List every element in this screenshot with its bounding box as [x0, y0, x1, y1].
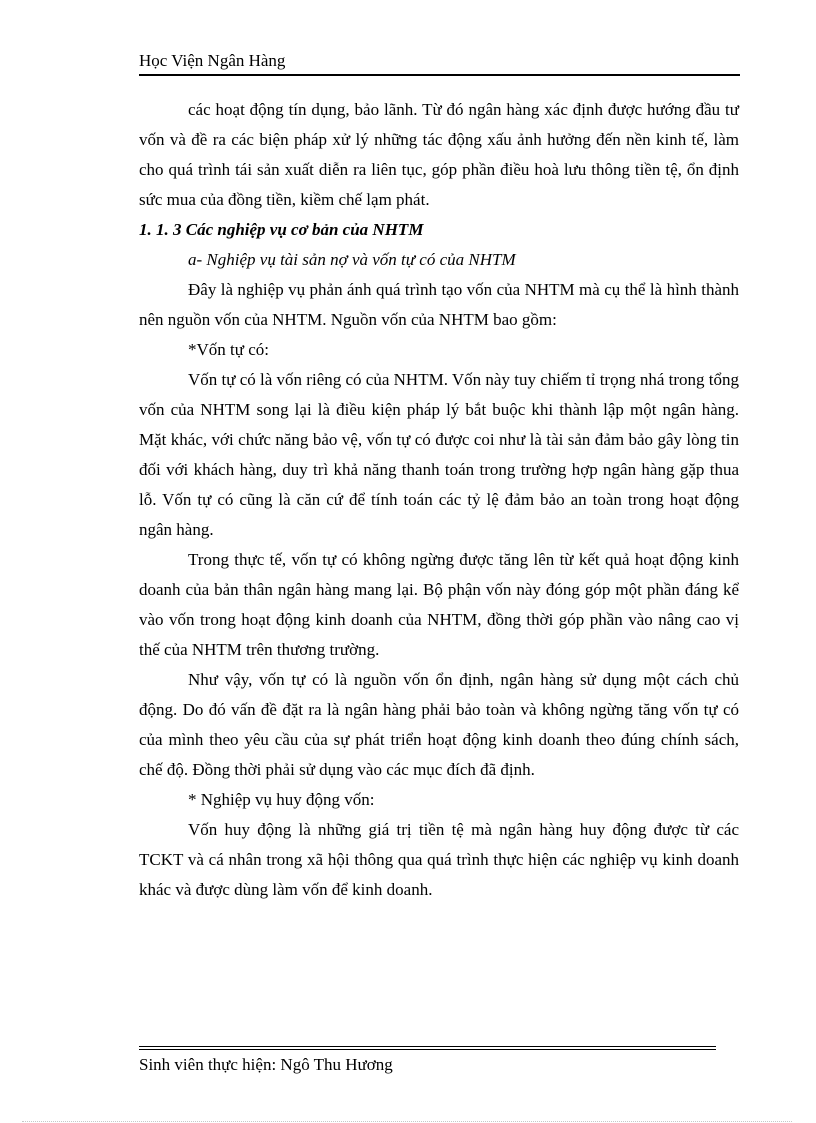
section-heading: 1. 1. 3 Các nghiệp vụ cơ bản của NHTM — [139, 220, 424, 239]
paragraph-own-capital: Vốn tự có là vốn riêng có của NHTM. Vốn này tuy chiếm tỉ trọng nhá trong tổng vốn của NHTM song lại là điều kiện pháp lý bắt buộc khi thành lập một ngân hàng. Mặt khác, với chức năng bảo vệ, vốn tự có được coi như là tài sản đảm bảo gây lòng tin đối với khách hàng, duy trì khả năng thanh toán trong trường hợp ngân hàng gặp thua lỗ. Vốn tự có cũng là căn cứ để tính toán các tỷ lệ đảm bảo an toàn trong hoạt động ngân hàng. — [139, 370, 739, 539]
paragraph-credit-activities: các hoạt động tín dụng, bảo lãnh. Từ đó ngân hàng xác định được hướng đầu tư vốn và đề ra các biện pháp xử lý những tác động xấu ảnh hưởng đến nền kinh tế, làm cho quá trình tái sản xuất diễn ra liên tục, góp phần điều hoà lưu thông tiền tệ, ổn định sức mua của đồng tiền, kiềm chế lạm phát. — [139, 100, 739, 209]
header-title: Học Viện Ngân Hàng — [139, 51, 286, 70]
footer-author: Sinh viên thực hiện: Ngô Thu Hương — [139, 1055, 393, 1074]
paragraph-capital-creation: Đây là nghiệp vụ phản ánh quá trình tạo vốn của NHTM mà cụ thể là hình thành nên nguồn vốn của NHTM. Nguồn vốn của NHTM bao gồm: — [139, 280, 739, 329]
paragraph-capital-growth: Trong thực tế, vốn tự có không ngừng được tăng lên từ kết quả hoạt động kinh doanh của bản thân ngân hàng mang lại. Bộ phận vốn này đóng góp một phần đáng kể vào vốn trong hoạt động kinh doanh của NHTM, đồng thời góp phần vào nâng cao vị thế của NHTM trên thương trường. — [139, 550, 739, 659]
paragraph-mobilized-capital: Vốn huy động là những giá trị tiền tệ mà ngân hàng huy động được từ các TCKT và cá nhân trong xã hội thông qua quá trình thực hiện các nghiệp vụ kinh doanh khác và được dùng làm vốn để kinh doanh. — [139, 820, 739, 899]
page-header — [139, 46, 740, 76]
page-bottom-edge — [22, 1121, 792, 1122]
paragraph-capital-stability: Như vậy, vốn tự có là nguồn vốn ổn định, ngân hàng sử dụng một cách chủ động. Do đó vấn đề đặt ra là ngân hàng phải bảo toàn và không ngừng tăng vốn tự có của mình theo yêu cầu của sự phát triển hoạt động kinh doanh theo đúng chính sách, chế độ. Đồng thời phải sử dụng vào các mục đích đã định. — [139, 670, 739, 779]
label-own-capital: *Vốn tự có: — [188, 340, 269, 359]
subsection-heading: a- Nghiệp vụ tài sản nợ và vốn tự có của NHTM — [188, 250, 516, 269]
label-capital-mobilization: * Nghiệp vụ huy động vốn: — [188, 790, 375, 809]
footer-divider — [139, 1046, 716, 1050]
document-body — [139, 95, 739, 905]
